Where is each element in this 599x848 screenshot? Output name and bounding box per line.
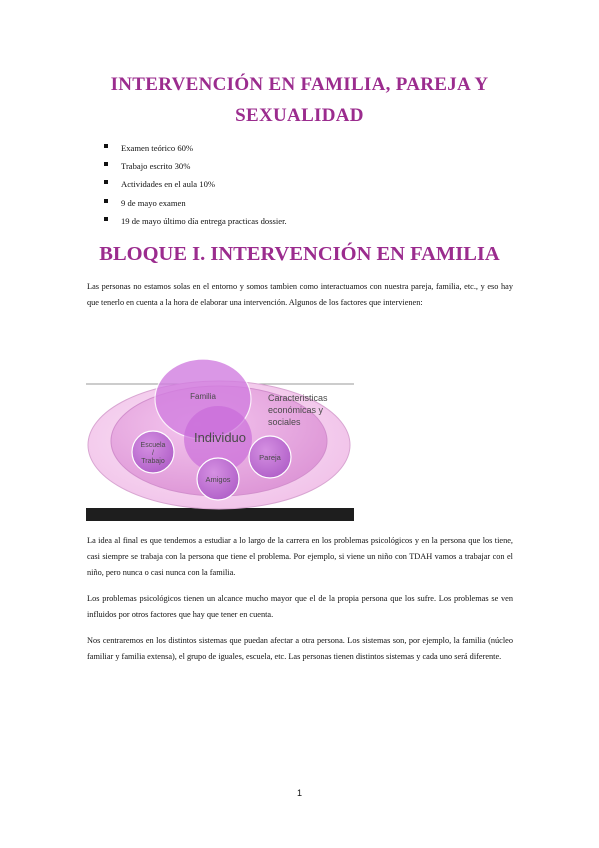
amigos-label: Amigos	[205, 475, 231, 484]
bullet-item: 19 de mayo último día entrega practicas dossier.	[104, 215, 287, 233]
ground-bar	[86, 508, 354, 521]
pareja-label: Pareja	[259, 453, 281, 462]
page-number: 1	[296, 788, 302, 798]
body-paragraph-3: Los problemas psicológicos tienen un alcance mucho mayor que el de la propia persona que los sufre. Los problemas se ven influidos por otros factores que hay que tener en cuenta.	[87, 594, 513, 619]
systems-diagram	[86, 353, 354, 521]
caracteristicas-label-line-1: Caracteristicas	[268, 393, 328, 403]
bullet-item: Actividades en el aula 10%	[104, 178, 287, 196]
escuela-label-line-3: Trabajo	[141, 458, 165, 465]
caracteristicas-label-line-2: económicas y	[268, 405, 324, 415]
document-title-line-2: SEXUALIDAD	[235, 105, 364, 126]
body-paragraph-2: La idea al final es que tendemos a estudiar a lo largo de la carrera en los problemas psicológicos y en la persona que los tiene, casi siempre se trabaja con la persona que tiene el problema. Por ejemplo, si viene un niño con TDAH vamos a trabajar con el niño, pero nunca o casi nunca con la familia.	[87, 536, 513, 577]
section-heading: BLOQUE I. INTERVENCIÓN EN FAMILIA	[99, 243, 500, 265]
individuo-label: Individuo	[193, 430, 247, 445]
familia-label: Familia	[190, 392, 216, 401]
document-title-line-1: INTERVENCIÓN EN FAMILIA, PAREJA Y	[110, 74, 489, 95]
bullet-list	[104, 142, 287, 233]
bullet-item: Trabajo escrito 30%	[104, 160, 287, 178]
intro-paragraph: Las personas no estamos solas en el entorno y somos tambien como interactuamos con nuestra pareja, familia, etc., y eso hay que tenerlo en cuenta a la hora de elaborar una intervención. Algunos de los factores que intervienen:	[87, 282, 513, 307]
bullet-item: 9 de mayo examen	[104, 197, 287, 215]
escuela-label-line-2: /	[152, 450, 154, 457]
body-paragraph-4: Nos centraremos en los distintos sistemas que puedan afectar a otra persona. Los sistemas son, por ejemplo, la familia (núcleo familiar y familia extensa), el grupo de iguales, escuela, etc. Las personas tienen distintos sistemas y cada uno será diferente.	[87, 636, 513, 661]
caracteristicas-label-line-3: sociales	[268, 417, 301, 427]
bullet-item: Examen teórico 60%	[104, 142, 287, 160]
escuela-label-line-1: Escuela	[140, 442, 166, 449]
